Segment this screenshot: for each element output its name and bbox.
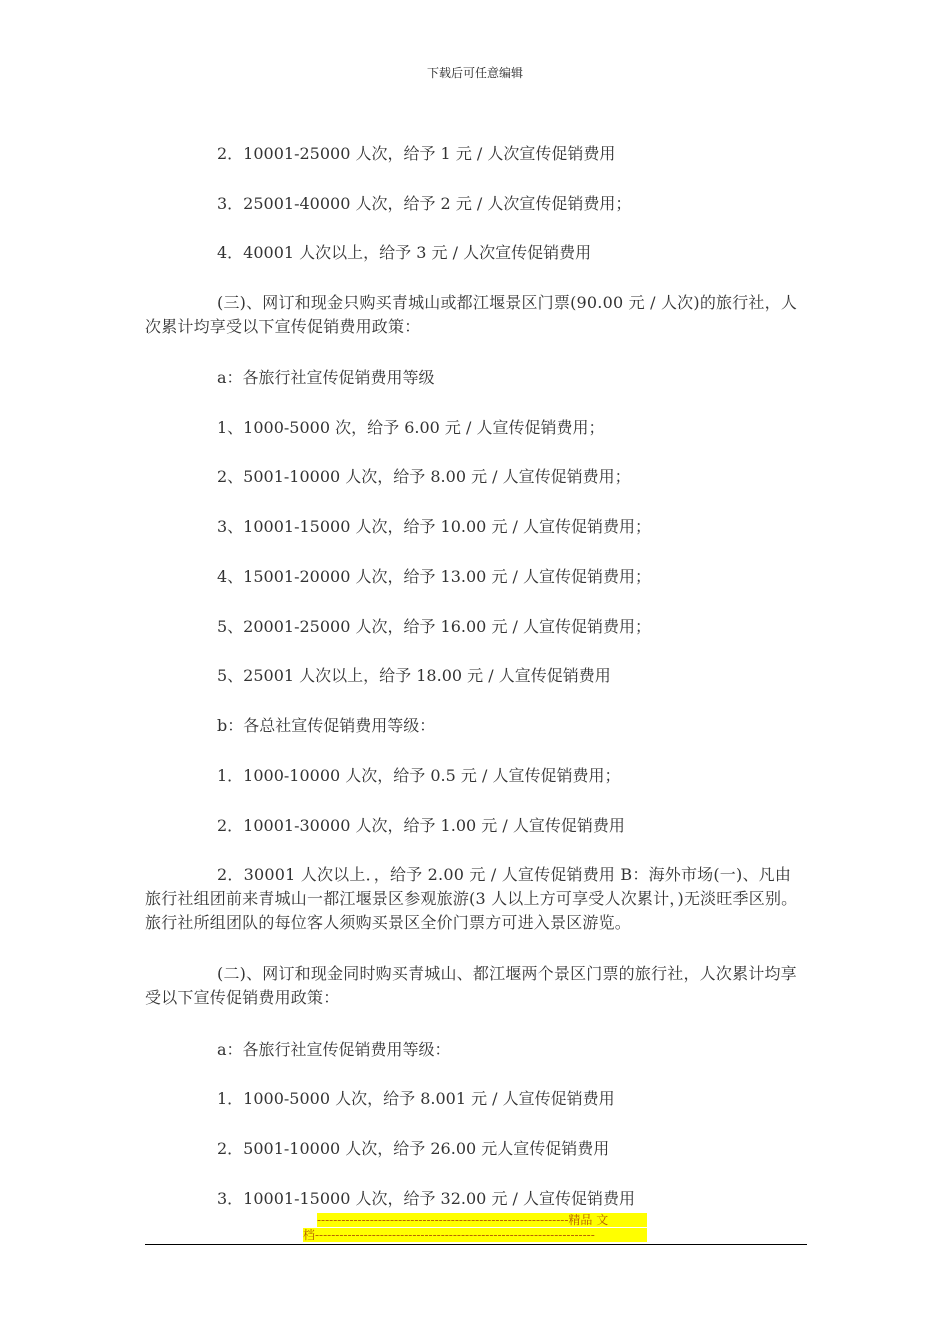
paragraph-section-2: (二)、网订和现金同时购买青城山、都江堰两个景区门票的旅行社，人次累计均享受以下宣传促销费用政策： [145,964,797,1007]
footer-highlight-line-2: 档--------------------------------------------------------------------- [303,1228,647,1242]
list-heading: a：各旅行社宣传促销费用等级 [217,368,435,387]
list-item: 1．1000-5000 人次，给予 8.001 元 / 人宣传促销费用 [217,1089,615,1108]
paragraph-section-3: (三)、网订和现金只购买青城山或都江堰景区门票(90.00 元 / 人次)的旅行社，人次累计均享受以下宣传促销费用政策： [145,293,798,336]
list-item: 5、20001-25000 人次，给予 16.00 元 / 人宣传促销费用； [217,617,652,636]
page-header: 下载后可任意编辑 [426,66,523,80]
list-item: 1．1000-10000 人次，给予 0.5 元 / 人宣传促销费用； [217,766,621,785]
list-item: 3．25001-40000 人次，给予 2 元 / 人次宣传促销费用； [217,194,632,213]
list-item: 5、25001 人次以上，给予 18.00 元 / 人宣传促销费用 [217,666,611,685]
list-item: 2．10001-30000 人次，给予 1.00 元 / 人宣传促销费用 [217,816,625,835]
list-item: 2．5001-10000 人次，给予 26.00 元人宣传促销费用 [217,1139,610,1158]
list-item: 4．40001 人次以上，给予 3 元 / 人次宣传促销费用 [217,243,592,262]
list-item: 3、10001-15000 人次，给予 10.00 元 / 人宣传促销费用； [217,517,652,536]
footer-divider [145,1244,807,1245]
paragraph-overseas-market: 2．30001 人次以上．，给予 2.00 元 / 人宣传促销费用 B：海外市场(一)、凡由旅行社组团前来青城山一都江堰景区参观旅游(3 人以上方可享受人次累计，)无淡旺季区别。旅行社所组团队的每位客人须购买景区全价门票方可进入景区游览。 [145,865,798,932]
list-item: 3．10001-15000 人次，给予 32.00 元 / 人宣传促销费用 [217,1189,636,1208]
list-item: 4、15001-20000 人次，给予 13.00 元 / 人宣传促销费用； [217,567,652,586]
list-heading: a：各旅行社宣传促销费用等级： [217,1040,451,1059]
list-item: 1、1000-5000 次，给予 6.00 元 / 人宣传促销费用； [217,418,605,437]
list-heading: b：各总社宣传促销费用等级： [217,716,436,735]
footer-highlight-line-1: --------------------------------------------------------------精品 文 [317,1213,647,1227]
list-item: 2．10001-25000 人次，给予 1 元 / 人次宣传促销费用 [217,144,616,163]
list-item: 2、5001-10000 人次，给予 8.00 元 / 人宣传促销费用； [217,467,631,486]
